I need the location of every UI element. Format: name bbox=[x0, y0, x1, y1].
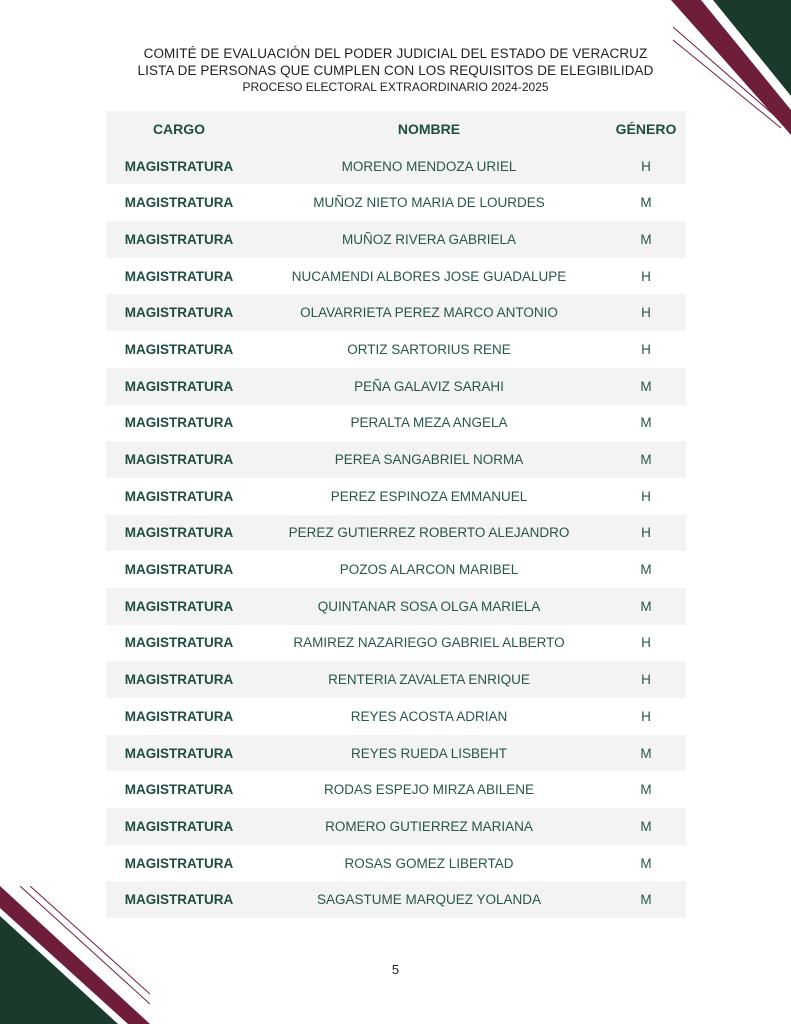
column-header-nombre: NOMBRE bbox=[397, 121, 461, 138]
cell-genero: M bbox=[640, 452, 652, 468]
cell-cargo: MAGISTRATURA bbox=[124, 341, 234, 357]
cell-nombre: MUÑOZ RIVERA GABRIELA bbox=[341, 231, 517, 247]
cell-cargo: MAGISTRATURA bbox=[124, 525, 234, 541]
cell-genero: M bbox=[640, 562, 652, 578]
cell-nombre: MUÑOZ NIETO MARIA DE LOURDES bbox=[313, 195, 545, 211]
cell-genero: H bbox=[641, 488, 651, 504]
table-row bbox=[106, 735, 686, 772]
cell-genero: M bbox=[640, 378, 652, 394]
cell-cargo: MAGISTRATURA bbox=[124, 782, 234, 798]
table-row bbox=[106, 368, 686, 405]
cell-genero: M bbox=[640, 782, 652, 798]
cell-nombre: SAGASTUME MARQUEZ YOLANDA bbox=[316, 892, 542, 908]
cell-genero: M bbox=[640, 598, 652, 614]
table-row bbox=[106, 625, 686, 662]
cell-nombre: NUCAMENDI ALBORES JOSE GUADALUPE bbox=[291, 268, 567, 284]
cell-cargo: MAGISTRATURA bbox=[124, 708, 234, 724]
cell-genero: H bbox=[641, 708, 651, 724]
table-row bbox=[106, 405, 686, 442]
cell-genero: M bbox=[640, 415, 652, 431]
cell-nombre: PEREA SANGABRIEL NORMA bbox=[334, 452, 524, 468]
cell-genero: M bbox=[640, 231, 652, 247]
cell-nombre: REYES ACOSTA ADRIAN bbox=[350, 708, 508, 724]
table-row bbox=[106, 184, 686, 221]
cell-nombre: MORENO MENDOZA URIEL bbox=[341, 158, 517, 174]
table-row bbox=[106, 515, 686, 552]
cell-genero: H bbox=[641, 268, 651, 284]
cell-cargo: MAGISTRATURA bbox=[124, 305, 234, 321]
table-row bbox=[106, 881, 686, 918]
column-header-genero: GÉNERO bbox=[615, 121, 677, 138]
eligibility-table bbox=[106, 111, 686, 918]
cell-genero: M bbox=[640, 892, 652, 908]
header-line-3: PROCESO ELECTORAL EXTRAORDINARIO 2024-2025 bbox=[242, 80, 549, 94]
header-line-2: LISTA DE PERSONAS QUE CUMPLEN CON LOS REQUISITOS DE ELEGIBILIDAD bbox=[137, 63, 654, 78]
table-row bbox=[106, 588, 686, 625]
cell-nombre: ROSAS GOMEZ LIBERTAD bbox=[344, 855, 514, 871]
cell-nombre: PEÑA GALAVIZ SARAHI bbox=[354, 378, 504, 394]
column-header-cargo: CARGO bbox=[152, 121, 206, 138]
cell-nombre: REYES RUEDA LISBEHT bbox=[350, 745, 508, 761]
cell-genero: H bbox=[641, 635, 651, 651]
cell-genero: H bbox=[641, 305, 651, 321]
table-row bbox=[106, 661, 686, 698]
cell-nombre: PERALTA MEZA ANGELA bbox=[350, 415, 508, 431]
cell-cargo: MAGISTRATURA bbox=[124, 745, 234, 761]
header-line-1: COMITÉ DE EVALUACIÓN DEL PODER JUDICIAL DEL ESTADO DE VERACRUZ bbox=[143, 46, 648, 61]
cell-genero: H bbox=[641, 158, 651, 174]
cell-cargo: MAGISTRATURA bbox=[124, 231, 234, 247]
cell-cargo: MAGISTRATURA bbox=[124, 635, 234, 651]
cell-nombre: PEREZ GUTIERREZ ROBERTO ALEJANDRO bbox=[288, 525, 570, 541]
cell-cargo: MAGISTRATURA bbox=[124, 892, 234, 908]
cell-cargo: MAGISTRATURA bbox=[124, 818, 234, 834]
table-row bbox=[106, 551, 686, 588]
cell-cargo: MAGISTRATURA bbox=[124, 158, 234, 174]
document-header bbox=[0, 45, 791, 95]
cell-cargo: MAGISTRATURA bbox=[124, 195, 234, 211]
table-row bbox=[106, 294, 686, 331]
table-row bbox=[106, 698, 686, 735]
table-row bbox=[106, 221, 686, 258]
table-row bbox=[106, 258, 686, 295]
cell-cargo: MAGISTRATURA bbox=[124, 452, 234, 468]
cell-cargo: MAGISTRATURA bbox=[124, 488, 234, 504]
cell-genero: H bbox=[641, 525, 651, 541]
cell-nombre: ROMERO GUTIERREZ MARIANA bbox=[325, 818, 533, 834]
table-row bbox=[106, 331, 686, 368]
cell-genero: M bbox=[640, 195, 652, 211]
cell-nombre: OLAVARRIETA PEREZ MARCO ANTONIO bbox=[300, 305, 558, 321]
cell-nombre: ORTIZ SARTORIUS RENE bbox=[347, 341, 511, 357]
cell-nombre: POZOS ALARCON MARIBEL bbox=[339, 562, 519, 578]
table-header-row bbox=[106, 111, 686, 148]
cell-genero: H bbox=[641, 341, 651, 357]
cell-cargo: MAGISTRATURA bbox=[124, 378, 234, 394]
cell-nombre: RAMIREZ NAZARIEGO GABRIEL ALBERTO bbox=[293, 635, 565, 651]
cell-cargo: MAGISTRATURA bbox=[124, 268, 234, 284]
cell-nombre: RODAS ESPEJO MIRZA ABILENE bbox=[323, 782, 535, 798]
cell-genero: M bbox=[640, 818, 652, 834]
table-row bbox=[106, 771, 686, 808]
cell-cargo: MAGISTRATURA bbox=[124, 562, 234, 578]
cell-cargo: MAGISTRATURA bbox=[124, 855, 234, 871]
table-row bbox=[106, 148, 686, 185]
cell-nombre: PEREZ ESPINOZA EMMANUEL bbox=[330, 488, 528, 504]
table-row bbox=[106, 478, 686, 515]
page-number: 5 bbox=[391, 962, 400, 977]
cell-nombre: QUINTANAR SOSA OLGA MARIELA bbox=[317, 598, 541, 614]
table-row bbox=[106, 441, 686, 478]
cell-genero: M bbox=[640, 855, 652, 871]
cell-cargo: MAGISTRATURA bbox=[124, 672, 234, 688]
cell-genero: M bbox=[640, 745, 652, 761]
table-row bbox=[106, 845, 686, 882]
cell-cargo: MAGISTRATURA bbox=[124, 598, 234, 614]
cell-nombre: RENTERIA ZAVALETA ENRIQUE bbox=[328, 672, 530, 688]
cell-cargo: MAGISTRATURA bbox=[124, 415, 234, 431]
table-row bbox=[106, 808, 686, 845]
cell-genero: H bbox=[641, 672, 651, 688]
